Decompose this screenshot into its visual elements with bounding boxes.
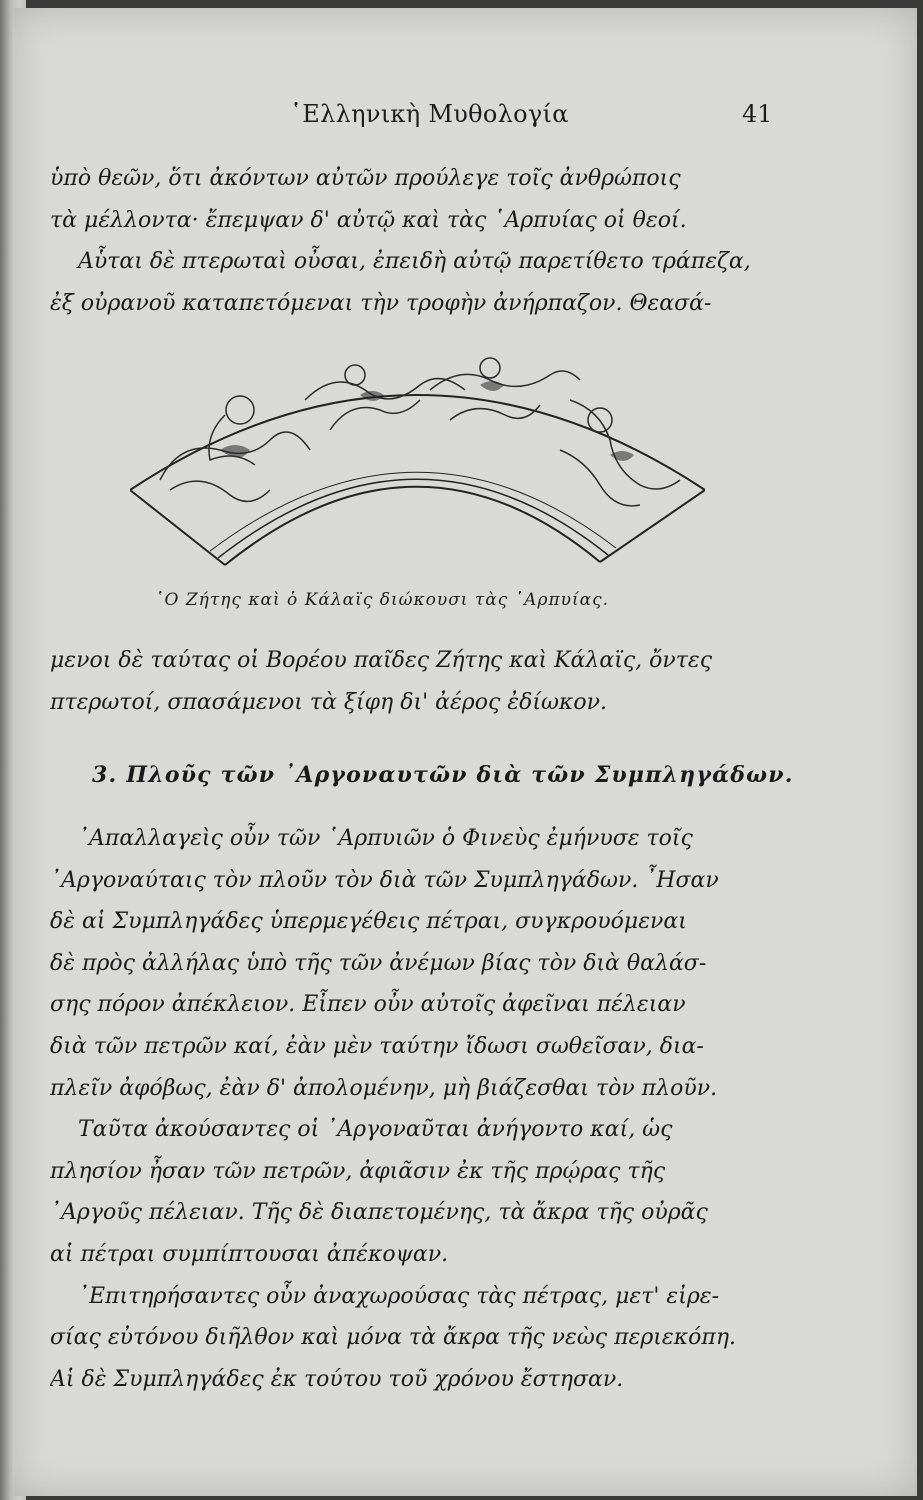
text-line: ἐξ οὐρανοῦ καταπετόμεναι τὴν τροφὴν ἀνήρπαζον. Θεασά-	[50, 290, 712, 316]
text-line: δὲ πρὸς ἀλλήλας ὑπὸ τῆς τῶν ἀνέμων βίας τὸν διὰ θαλάσ-	[50, 950, 707, 976]
text-line: ᾿Αργοῦς πέλειαν. Τῆς δὲ διαπετομένης, τὰ ἄκρα τῆς οὐρᾶς	[50, 1200, 708, 1226]
text-line: ὑπὸ θεῶν, ὅτι ἀκόντων αὐτῶν προύλεγε τοῖς ἀνθρώποις	[50, 166, 681, 191]
page-number: 41	[742, 100, 773, 128]
paragraph-bottom	[50, 818, 790, 1400]
text-line: πλεῖν ἀφόβως, ἐὰν δ' ἀπολομένην, μὴ βιάζεσθαι τὸν πλοῦν.	[50, 1075, 718, 1101]
paragraph-mid	[50, 640, 790, 723]
paragraph-top	[50, 158, 790, 324]
text-line: σης πόρον ἀπέκλειον. Εἶπεν οὖν αὐτοῖς ἀφεῖναι πέλειαν	[50, 992, 686, 1018]
text-line: αἱ πέτραι συμπίπτουσαι ἀπέκοψαν.	[50, 1241, 449, 1267]
text-line: Ταῦτα ἀκούσαντες οἱ ᾿Αργοναῦται ἀνήγοντο καί, ὡς	[78, 1117, 673, 1143]
text-line: πλησίον ἦσαν τῶν πετρῶν, ἀφιᾶσιν ἐκ τῆς πρῴρας τῆς	[50, 1158, 666, 1184]
text-line: Αἱ δὲ Συμπληγάδες ἐκ τούτου τοῦ χρόνου ἔστησαν.	[50, 1366, 624, 1392]
text-line: πτερωτοί, σπασάμενοι τὰ ξίφη δι' ἀέρος ἐδίωκον.	[50, 689, 607, 715]
section-heading: 3. Πλοῦς τῶν ᾿Αργοναυτῶν διὰ τῶν Συμπληγάδων.	[92, 762, 794, 788]
text-line: σίας εὐτόνου διῆλθον καὶ μόνα τὰ ἄκρα τῆς νεὼς περιεκόπη.	[50, 1325, 737, 1351]
text-line: διὰ τῶν πετρῶν καί, ἐὰν μὲν ταύτην ἴδωσι σωθεῖσαν, δια-	[50, 1033, 704, 1059]
text-line: ᾿Επιτηρήσαντες οὖν ἀναχωρούσας τὰς πέτρας, μετ' εἰρε-	[78, 1283, 720, 1309]
text-line: τὰ μέλλοντα· ἔπεμψαν δ' αὐτῷ καὶ τὰς ῾Αρπυίας οἱ θεοί.	[50, 207, 687, 233]
figure-caption: ῾Ο Ζήτης καὶ ὁ Κάλαϊς διώκουσι τὰς ῾Αρπυίας.	[155, 590, 610, 610]
vase-painting-illustration	[130, 340, 705, 575]
text-line: μενοι δὲ ταύτας οἱ Βορέου παῖδες Ζήτης καὶ Κάλαϊς, ὄντες	[50, 648, 713, 673]
text-line: ᾿Αργοναύταις τὸν πλοῦν τὸν διὰ τῶν Συμπληγάδων. ῏Ησαν	[50, 867, 719, 893]
text-line: Αὗται δὲ πτερωταὶ οὖσαι, ἐπειδὴ αὐτῷ παρετίθετο τράπεζα,	[78, 249, 751, 275]
text-line: δὲ αἱ Συμπληγάδες ὑπερμεγέθεις πέτραι, συγκρουόμεναι	[50, 909, 687, 935]
running-title: ῾Ελληνικὴ Μυθολογία	[290, 100, 569, 128]
text-line: ᾿Απαλλαγεὶς οὖν τῶν ῾Αρπυιῶν ὁ Φινεὺς ἐμήνυσε τοῖς	[78, 826, 693, 851]
